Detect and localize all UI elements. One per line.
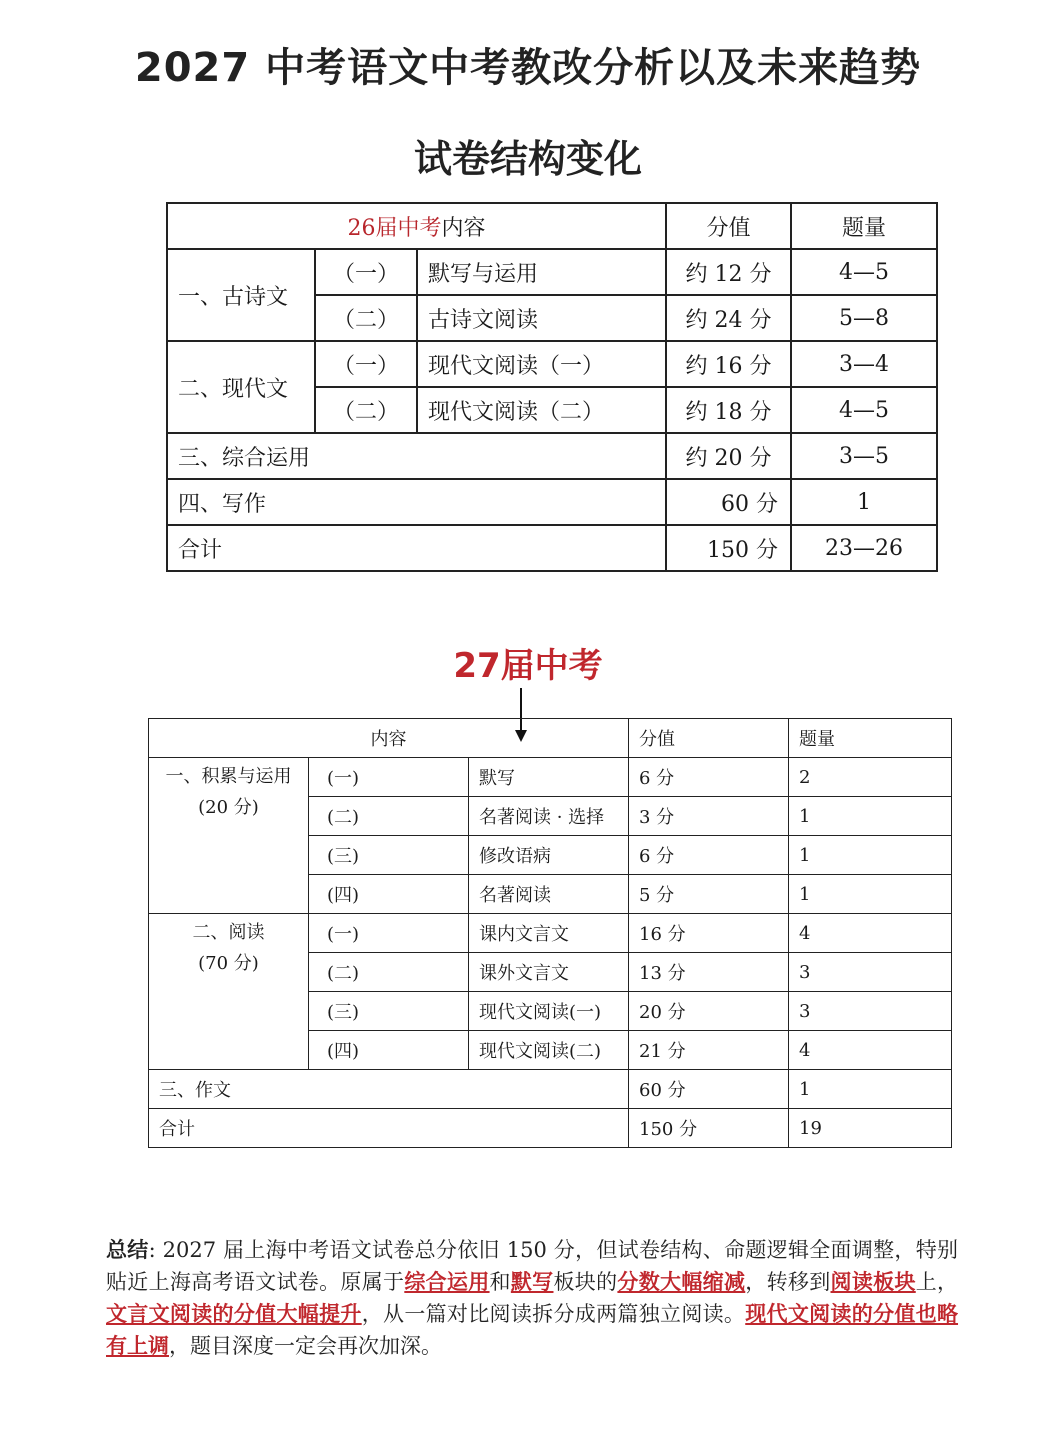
group-label: 二、阅读	[192, 922, 265, 943]
row-index: (四)	[309, 1031, 469, 1070]
row-index: (一)	[309, 758, 469, 797]
header-content: 内容	[149, 719, 629, 758]
table-total-row	[167, 525, 937, 571]
summary-highlight: 综合运用	[404, 1269, 490, 1294]
row-index: （一）	[315, 249, 417, 295]
row-index: (二)	[309, 953, 469, 992]
row-score: 16 分	[629, 914, 789, 953]
row-name: 默写	[469, 758, 629, 797]
summary-text: 上，	[915, 1270, 959, 1294]
group-label: 二、现代文	[167, 341, 315, 433]
row-count: 4—5	[791, 387, 937, 433]
summary-highlight: 现代文阅读的分值也略有上调	[106, 1301, 959, 1358]
summary-highlight: 默写	[510, 1269, 554, 1294]
row-score: 约 12 分	[666, 249, 791, 295]
row-score: 约 20 分	[666, 433, 791, 479]
summary-highlight: 阅读板块	[830, 1269, 916, 1294]
row-name: 现代文阅读(一)	[469, 992, 629, 1031]
header-count: 题量	[789, 719, 952, 758]
summary-text: 和	[489, 1270, 511, 1294]
row-count: 1	[789, 797, 952, 836]
row-index: （二）	[315, 295, 417, 341]
group-label: 一、积累与运用	[165, 766, 292, 787]
table-header-row	[149, 719, 952, 758]
group-cell	[149, 758, 309, 914]
summary-text: ，题目深度一定会再次加深。	[169, 1334, 442, 1358]
summary-paragraph	[106, 1234, 958, 1362]
total-count: 19	[789, 1109, 952, 1148]
group-points: (70 分)	[198, 953, 259, 974]
row-score: 约 16 分	[666, 341, 791, 387]
row-count: 4—5	[791, 249, 937, 295]
row-index: (一)	[309, 914, 469, 953]
table-row	[149, 914, 952, 953]
row-name: 古诗文阅读	[417, 295, 666, 341]
summary-text: ，从一篇对比阅读拆分成两篇独立阅读。	[361, 1302, 746, 1326]
row-score: 21 分	[629, 1031, 789, 1070]
row-count: 1	[789, 836, 952, 875]
total-label: 合计	[149, 1109, 629, 1148]
row-index: (二)	[309, 797, 469, 836]
table-row	[167, 249, 937, 295]
row-name: 修改语病	[469, 836, 629, 875]
total-label: 合计	[167, 525, 666, 571]
summary-text: ，转移到	[745, 1270, 831, 1294]
row-count: 4	[789, 1031, 952, 1070]
row-index: (三)	[309, 836, 469, 875]
total-count: 23—26	[791, 525, 937, 571]
page-title: 2027 中考语文中考教改分析以及未来趋势	[134, 45, 922, 91]
table-row	[167, 341, 937, 387]
exam-structure-table-27	[148, 718, 952, 1148]
row-name: 默写与运用	[417, 249, 666, 295]
row-count: 1	[789, 1070, 952, 1109]
row-index: （二）	[315, 387, 417, 433]
total-score: 150 分	[666, 525, 791, 571]
group-label: 一、古诗文	[167, 249, 315, 341]
row-score: 约 18 分	[666, 387, 791, 433]
row-count: 3	[789, 992, 952, 1031]
group-cell	[149, 914, 309, 1070]
row-label: 四、写作	[167, 479, 666, 525]
table-row	[167, 433, 937, 479]
row-index: (三)	[309, 992, 469, 1031]
group-points: (20 分)	[198, 797, 259, 818]
row-score: 3 分	[629, 797, 789, 836]
summary-text: 板块的	[553, 1270, 618, 1294]
row-score: 6 分	[629, 836, 789, 875]
total-score: 150 分	[629, 1109, 789, 1148]
header-content-label: 内容	[441, 215, 486, 241]
summary-highlight: 分数大幅缩减	[617, 1269, 746, 1294]
row-index: （一）	[315, 341, 417, 387]
row-count: 3	[789, 953, 952, 992]
row-count: 1	[791, 479, 937, 525]
row-label: 三、综合运用	[167, 433, 666, 479]
row-score: 约 24 分	[666, 295, 791, 341]
row-name: 现代文阅读（一）	[417, 341, 666, 387]
row-count: 4	[789, 914, 952, 953]
row-name: 课外文言文	[469, 953, 629, 992]
summary-lead: 总结	[106, 1237, 149, 1262]
row-name: 名著阅读	[469, 875, 629, 914]
row-score: 60 分	[666, 479, 791, 525]
summary-text: : 2027 届上海中考语文试卷总分依旧 150 分，但试卷结构、命题逻辑全面调整，特别贴近上海高考语文试卷。原属于	[106, 1238, 958, 1294]
row-count: 1	[789, 875, 952, 914]
row-name: 现代文阅读(二)	[469, 1031, 629, 1070]
table-row	[149, 1070, 952, 1109]
row-score: 60 分	[629, 1070, 789, 1109]
row-score: 6 分	[629, 758, 789, 797]
row-name: 课内文言文	[469, 914, 629, 953]
row-score: 20 分	[629, 992, 789, 1031]
row-count: 3—4	[791, 341, 937, 387]
table-total-row	[149, 1109, 952, 1148]
row-count: 3—5	[791, 433, 937, 479]
row-name: 名著阅读 · 选择	[469, 797, 629, 836]
row-score: 13 分	[629, 953, 789, 992]
header-score: 分值	[629, 719, 789, 758]
exam-structure-table-26	[166, 202, 938, 572]
session-27-heading: 27届中考	[453, 646, 603, 686]
header-score: 分值	[666, 203, 791, 249]
header-session-label: 26届中考	[347, 215, 442, 241]
table-header-row	[167, 203, 937, 249]
row-score: 5 分	[629, 875, 789, 914]
header-content	[167, 203, 666, 249]
page-subtitle: 试卷结构变化	[413, 137, 642, 181]
header-count: 题量	[791, 203, 937, 249]
row-count: 5—8	[791, 295, 937, 341]
row-count: 2	[789, 758, 952, 797]
row-name: 现代文阅读（二）	[417, 387, 666, 433]
table-row	[149, 758, 952, 797]
row-label: 三、作文	[149, 1070, 629, 1109]
row-index: (四)	[309, 875, 469, 914]
table-row	[167, 479, 937, 525]
summary-highlight: 文言文阅读的分值大幅提升	[106, 1301, 362, 1326]
